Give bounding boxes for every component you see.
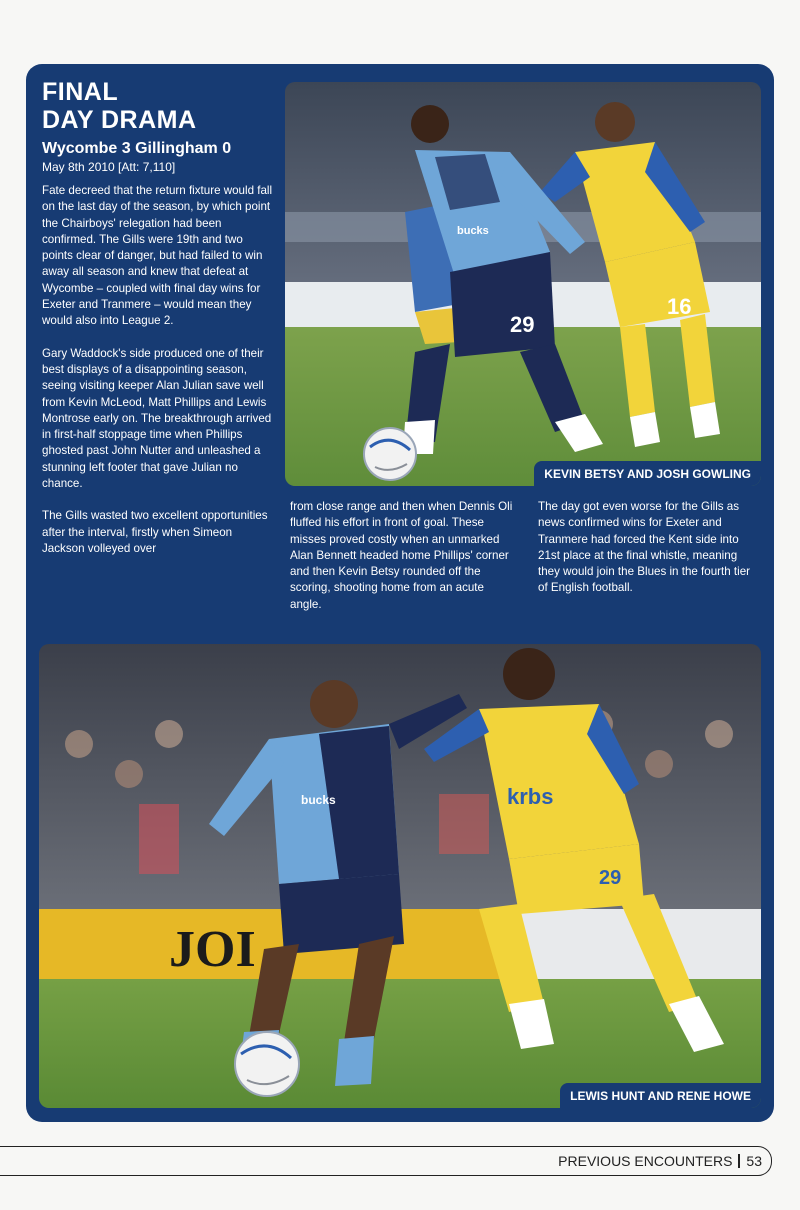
photo-caption: KEVIN BETSY AND JOSH GOWLING <box>534 461 761 486</box>
photo-caption: LEWIS HUNT AND RENE HOWE <box>560 1083 761 1108</box>
paragraph: Gary Waddock's side produced one of their best displays of a disappointing season, seeing visiting keeper Alan Julian save well from Kevin McLeod, Matt Phillips and Lewis Montrose early on. The breakthrough arrived in first-half stoppage time when Phillips ghosted past John Nutter and unleashed a stunning left footer that gave Julian no chance. <box>42 346 272 491</box>
headline-line-1: FINAL <box>42 78 119 106</box>
paragraph: from close range and then when Dennis Oli fluffed his effort in front of goal. These misses proved costly when an unmarked Alan Bennett headed home Phillips' corner and then Kevin Betsy rounded off the scoring, shooting home from an acute angle. <box>290 500 513 611</box>
opponent-number: 16 <box>667 294 692 319</box>
article-headline <box>42 78 282 134</box>
opponent-number: 29 <box>599 867 622 889</box>
photo-illustration <box>285 82 761 486</box>
page-number: 53 <box>746 1153 762 1169</box>
shirt-number: 29 <box>510 312 535 337</box>
shirt-sponsor: bucks <box>457 225 489 237</box>
shirt-sponsor: bucks <box>301 793 336 807</box>
headline-line-2: DAY DRAMA <box>42 106 197 134</box>
match-date: May 8th 2010 [Att: 7,110] <box>42 160 176 174</box>
article-column-1 <box>42 183 274 557</box>
article-column-2 <box>290 499 515 613</box>
photo-betsy-gowling <box>285 82 761 486</box>
article-column-3 <box>538 499 760 597</box>
advertising-board-text: JOI <box>169 921 256 978</box>
opponent-sponsor: krbs <box>507 784 554 809</box>
photo-illustration <box>39 644 761 1108</box>
footer-section-title: PREVIOUS ENCOUNTERS <box>558 1153 733 1169</box>
paragraph: The Gills wasted two excellent opportunities after the interval, firstly when Simeon Jackson volleyed over <box>42 509 268 555</box>
photo-hunt-howe <box>39 644 761 1108</box>
match-score: Wycombe 3 Gillingham 0 <box>42 140 232 157</box>
footer-separator <box>738 1154 740 1168</box>
page-footer <box>558 1153 762 1169</box>
paragraph: The day got even worse for the Gills as news confirmed wins for Exeter and Tranmere had forced the Kent side into 21st place at the final whistle, meaning they would join the Blues in the fourth tier of English football. <box>538 500 751 595</box>
paragraph: Fate decreed that the return fixture would fall on the last day of the season, by which point the Chairboys' relegation had been confirmed. The Gills were 19th and two points clear of danger, but had failed to win away all season and knew that defeat at Wycombe – coupled with final day wins for Exeter and Tranmere – would mean they would also into League 2. <box>42 184 273 328</box>
